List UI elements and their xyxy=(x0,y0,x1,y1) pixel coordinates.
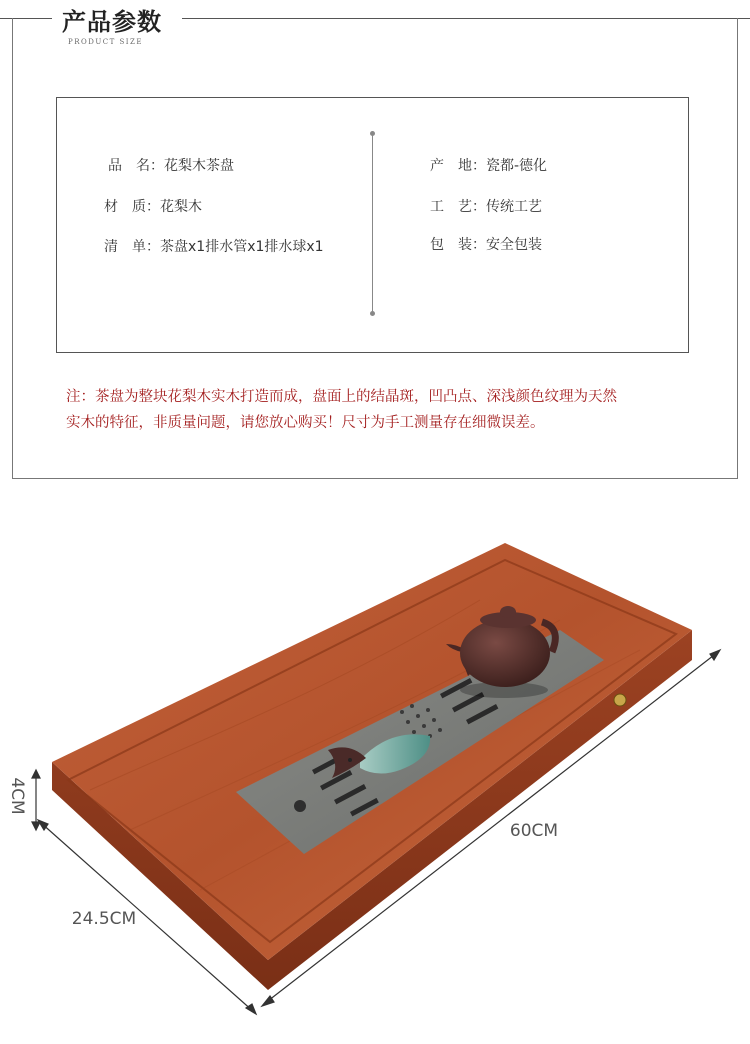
spec-value: 茶盘x1排水管x1排水球x1 xyxy=(160,239,324,255)
spec-value: 花梨木 xyxy=(160,199,202,215)
dim-width-label: 24.5CM xyxy=(71,909,137,929)
dim-length-label: 60CM xyxy=(509,821,559,841)
spec-label: 工 艺： xyxy=(430,199,486,215)
page-subtitle: PRODUCT SIZE xyxy=(68,38,144,46)
spec-label: 材 质： xyxy=(104,199,160,215)
spec-value: 安全包装 xyxy=(486,237,542,253)
page-title: 产品参数 xyxy=(62,7,162,36)
spec-packaging xyxy=(430,234,542,254)
spec-label: 品 名： xyxy=(108,158,164,174)
dim-height-label: 4CM xyxy=(7,777,27,815)
spec-value: 瓷都-德化 xyxy=(486,158,548,174)
spec-list xyxy=(104,236,324,256)
spec-value: 花梨木茶盘 xyxy=(164,158,234,174)
divider-dot-bottom xyxy=(370,311,375,316)
spec-label: 包 装： xyxy=(430,237,486,253)
spec-origin xyxy=(430,155,547,175)
spec-label: 清 单： xyxy=(104,239,160,255)
drain-knob xyxy=(614,694,626,706)
drain-outlet xyxy=(294,800,306,812)
spec-divider xyxy=(372,134,373,314)
note-line-2: 实木的特征，非质量问题，请您放心购买！尺寸为手工测量存在细微误差。 xyxy=(66,415,545,431)
product-note xyxy=(66,384,706,436)
tea-tray-illustration xyxy=(0,520,750,1044)
spec-label: 产 地： xyxy=(430,158,486,174)
note-line-1: 注：茶盘为整块花梨木实木打造而成，盘面上的结晶斑，凹凸点、深浅颜色纹理为天然 xyxy=(66,389,617,405)
spec-craft xyxy=(430,196,542,216)
spec-material xyxy=(104,196,202,216)
spec-name xyxy=(108,155,234,175)
spec-value: 传统工艺 xyxy=(486,199,542,215)
